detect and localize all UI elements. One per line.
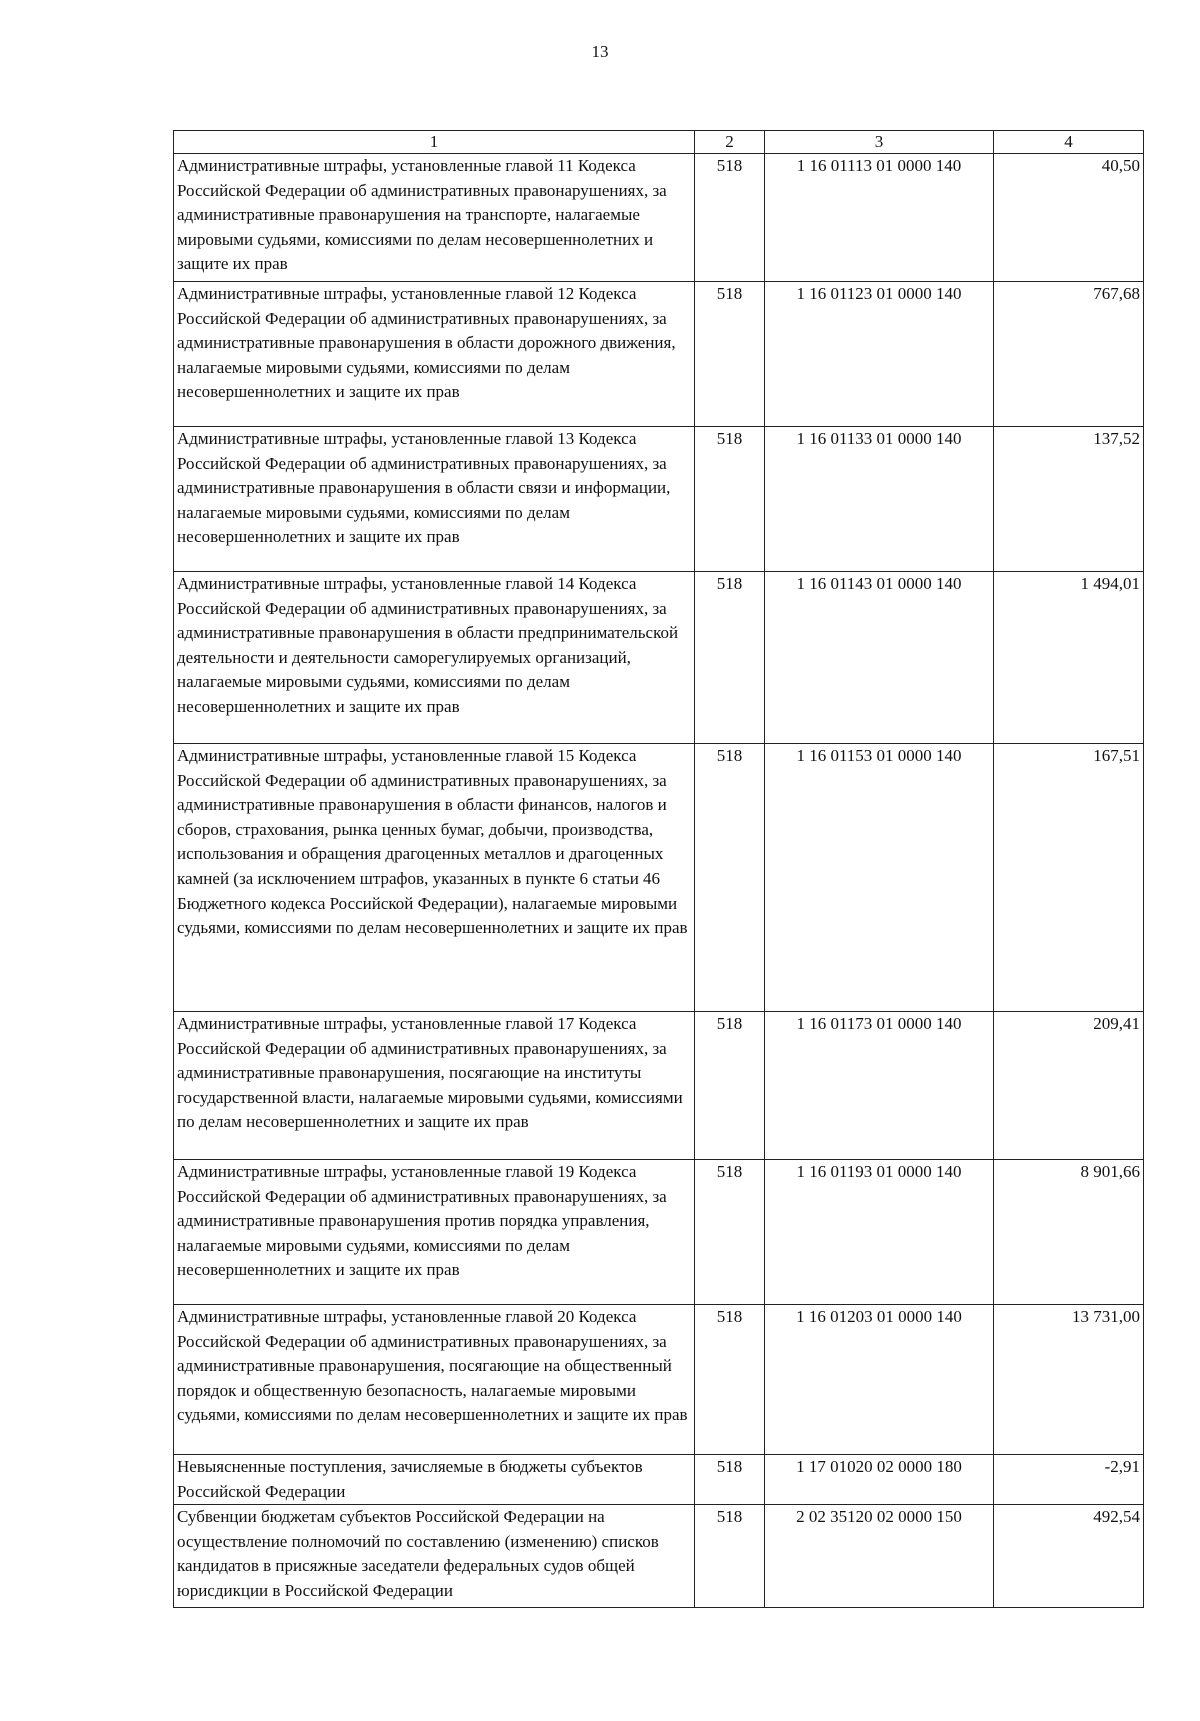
admin-code-cell: 518 <box>695 154 765 282</box>
revenue-name-cell: Административные штрафы, установленные главой 17 Кодекса Российской Федерации об административных правонарушениях, за административные правонарушения, посягающие на институты государственной власти, налагаемые мировыми судьями, комиссиями по делам несовершеннолетних и защите их прав <box>174 1012 695 1160</box>
header-cell-3: 3 <box>765 131 994 154</box>
amount-cell: 137,52 <box>994 427 1144 572</box>
budget-revenue-table <box>173 130 1144 1608</box>
table-row <box>174 427 1144 572</box>
table-row <box>174 282 1144 427</box>
header-cell-4: 4 <box>994 131 1144 154</box>
revenue-name-cell: Субвенции бюджетам субъектов Российской Федерации на осуществление полномочий по составлению (изменению) списков кандидатов в присяжные заседатели федеральных судов общей юрисдикции в Российской Федерации <box>174 1505 695 1608</box>
budget-code-cell: 1 16 01133 01 0000 140 <box>765 427 994 572</box>
revenue-name-cell: Административные штрафы, установленные главой 14 Кодекса Российской Федерации об административных правонарушениях, за административные правонарушения в области предпринимательской деятельности и деятельности саморегулируемых организаций, налагаемые мировыми судьями, комиссиями по делам несовершеннолетних и защите их прав <box>174 572 695 744</box>
revenue-name-cell: Невыясненные поступления, зачисляемые в бюджеты субъектов Российской Федерации <box>174 1455 695 1505</box>
amount-cell: 167,51 <box>994 744 1144 1012</box>
admin-code-cell: 518 <box>695 282 765 427</box>
amount-cell: 492,54 <box>994 1505 1144 1608</box>
admin-code-cell: 518 <box>695 427 765 572</box>
page-number: 13 <box>591 42 609 61</box>
revenue-name-cell: Административные штрафы, установленные главой 19 Кодекса Российской Федерации об административных правонарушениях, за административные правонарушения против порядка управления, налагаемые мировыми судьями, комиссиями по делам несовершеннолетних и защите их прав <box>174 1160 695 1305</box>
amount-cell: -2,91 <box>994 1455 1144 1505</box>
admin-code-cell: 518 <box>695 744 765 1012</box>
budget-code-cell: 2 02 35120 02 0000 150 <box>765 1505 994 1608</box>
amount-cell: 40,50 <box>994 154 1144 282</box>
admin-code-cell: 518 <box>695 572 765 744</box>
table-row <box>174 744 1144 1012</box>
budget-code-cell: 1 16 01203 01 0000 140 <box>765 1305 994 1455</box>
amount-cell: 209,41 <box>994 1012 1144 1160</box>
table-row <box>174 154 1144 282</box>
table-row <box>174 1160 1144 1305</box>
budget-code-cell: 1 16 01153 01 0000 140 <box>765 744 994 1012</box>
budget-code-cell: 1 16 01173 01 0000 140 <box>765 1012 994 1160</box>
admin-code-cell: 518 <box>695 1012 765 1160</box>
table-row <box>174 1305 1144 1455</box>
table-header-row <box>174 131 1144 154</box>
admin-code-cell: 518 <box>695 1160 765 1305</box>
revenue-name-cell: Административные штрафы, установленные главой 13 Кодекса Российской Федерации об административных правонарушениях, за административные правонарушения в области связи и информации, налагаемые мировыми судьями, комиссиями по делам несовершеннолетних и защите их прав <box>174 427 695 572</box>
budget-code-cell: 1 16 01123 01 0000 140 <box>765 282 994 427</box>
table-row <box>174 572 1144 744</box>
budget-code-cell: 1 16 01143 01 0000 140 <box>765 572 994 744</box>
header-cell-2: 2 <box>695 131 765 154</box>
amount-cell: 8 901,66 <box>994 1160 1144 1305</box>
amount-cell: 767,68 <box>994 282 1144 427</box>
admin-code-cell: 518 <box>695 1305 765 1455</box>
revenue-name-cell: Административные штрафы, установленные главой 15 Кодекса Российской Федерации об административных правонарушениях, за административные правонарушения в области финансов, налогов и сборов, страхования, рынка ценных бумаг, добычи, производства, использования и обращения драгоценных металлов и драгоценных камней (за исключением штрафов, указанных в пункте 6 статьи 46 Бюджетного кодекса Российской Федерации), налагаемые мировыми судьями, комиссиями по делам несовершеннолетних и защите их прав <box>174 744 695 1012</box>
header-cell-1: 1 <box>174 131 695 154</box>
budget-code-cell: 1 17 01020 02 0000 180 <box>765 1455 994 1505</box>
table-row <box>174 1505 1144 1608</box>
admin-code-cell: 518 <box>695 1505 765 1608</box>
budget-code-cell: 1 16 01193 01 0000 140 <box>765 1160 994 1305</box>
table-row <box>174 1455 1144 1505</box>
revenue-name-cell: Административные штрафы, установленные главой 11 Кодекса Российской Федерации об административных правонарушениях, за административные правонарушения на транспорте, налагаемые мировыми судьями, комиссиями по делам несовершеннолетних и защите их прав <box>174 154 695 282</box>
amount-cell: 1 494,01 <box>994 572 1144 744</box>
amount-cell: 13 731,00 <box>994 1305 1144 1455</box>
table-row <box>174 1012 1144 1160</box>
revenue-name-cell: Административные штрафы, установленные главой 20 Кодекса Российской Федерации об административных правонарушениях, за административные правонарушения, посягающие на общественный порядок и общественную безопасность, налагаемые мировыми судьями, комиссиями по делам несовершеннолетних и защите их прав <box>174 1305 695 1455</box>
budget-code-cell: 1 16 01113 01 0000 140 <box>765 154 994 282</box>
revenue-name-cell: Административные штрафы, установленные главой 12 Кодекса Российской Федерации об административных правонарушениях, за административные правонарушения в области дорожного движения, налагаемые мировыми судьями, комиссиями по делам несовершеннолетних и защите их прав <box>174 282 695 427</box>
admin-code-cell: 518 <box>695 1455 765 1505</box>
